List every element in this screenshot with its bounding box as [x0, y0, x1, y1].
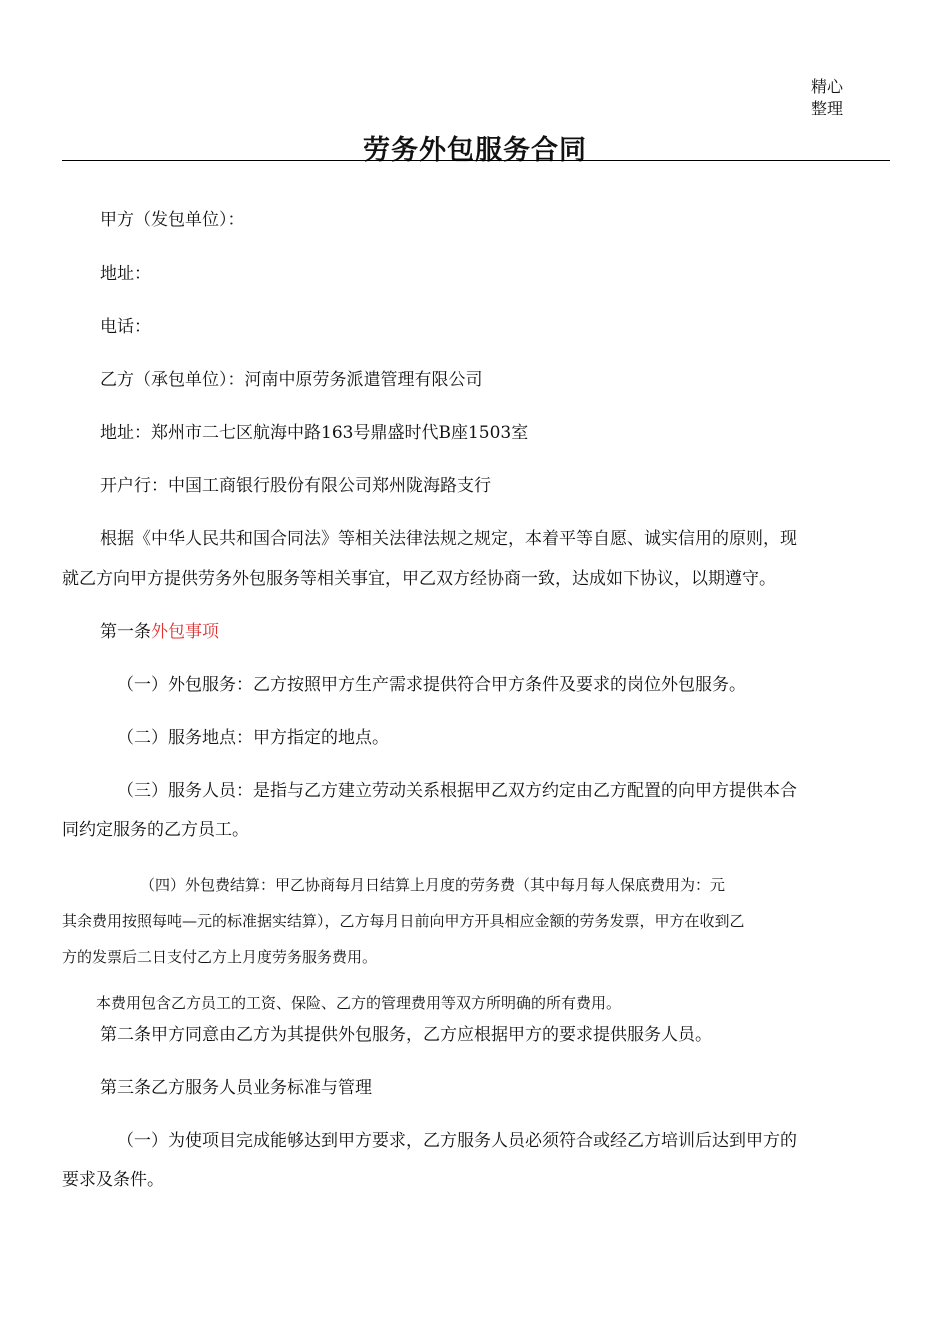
intro-line-2: 就乙方向甲方提供劳务外包服务等相关事宜，甲乙双方经协商一致，达成如下协议，以期遵守。	[62, 569, 776, 589]
party-b-bank: 开户行：中国工商银行股份有限公司郑州陇海路支行	[100, 476, 491, 496]
article-1-item-4-line-1: （四）外包费结算：甲乙协商每月日结算上月度的劳务费（其中每月每人保底费用为：元	[140, 876, 726, 894]
article-1-item-4-line-3: 方的发票后二日支付乙方上月度劳务服务费用。	[62, 948, 378, 966]
article-1-item-4-line-2: 其余费用按照每吨—元的标准据实结算），乙方每月日前向甲方开具相应金额的劳务发票，甲方在收到乙	[62, 912, 745, 930]
article-1-prefix: 第一条	[100, 622, 151, 642]
fee-note: 本费用包含乙方员工的工资、保险、乙方的管理费用等双方所明确的所有费用。	[96, 994, 622, 1012]
party-b-label: 乙方（承包单位）：河南中原劳务派遣管理有限公司	[100, 370, 483, 390]
corner-note-line2: 整理	[811, 99, 844, 118]
party-b-address: 地址：郑州市二七区航海中路163号鼎盛时代B座1503室	[100, 423, 529, 443]
corner-note-line1: 精心	[811, 77, 844, 96]
article-3-title: 第三条乙方服务人员业务标准与管理	[100, 1078, 372, 1098]
article-3-item-1-line-2: 要求及条件。	[62, 1170, 164, 1190]
article-1-item-1: （一）外包服务：乙方按照甲方生产需求提供符合甲方条件及要求的岗位外包服务。	[117, 675, 746, 695]
document-title: 劳务外包服务合同	[363, 135, 587, 166]
article-1-title: 外包事项	[151, 622, 219, 642]
party-a-phone: 电话：	[100, 317, 151, 337]
article-2: 第二条甲方同意由乙方为其提供外包服务，乙方应根据甲方的要求提供服务人员。	[100, 1025, 712, 1045]
party-a-label: 甲方（发包单位）：	[100, 210, 245, 230]
party-a-address: 地址：	[100, 264, 151, 284]
article-3-item-1-line-1: （一）为使项目完成能够达到甲方要求，乙方服务人员必须符合或经乙方培训后达到甲方的	[117, 1131, 797, 1151]
title-divider	[62, 160, 890, 161]
corner-note	[811, 76, 861, 120]
article-1-item-3-line-1: （三）服务人员：是指与乙方建立劳动关系根据甲乙双方约定由乙方配置的向甲方提供本合	[117, 781, 797, 801]
article-1-heading	[62, 615, 928, 649]
intro-line-1: 根据《中华人民共和国合同法》等相关法律法规之规定，本着平等自愿、诚实信用的原则，现	[100, 529, 797, 549]
article-1-item-2: （二）服务地点：甲方指定的地点。	[117, 728, 389, 748]
article-1-item-3-line-2: 同约定服务的乙方员工。	[62, 820, 249, 840]
